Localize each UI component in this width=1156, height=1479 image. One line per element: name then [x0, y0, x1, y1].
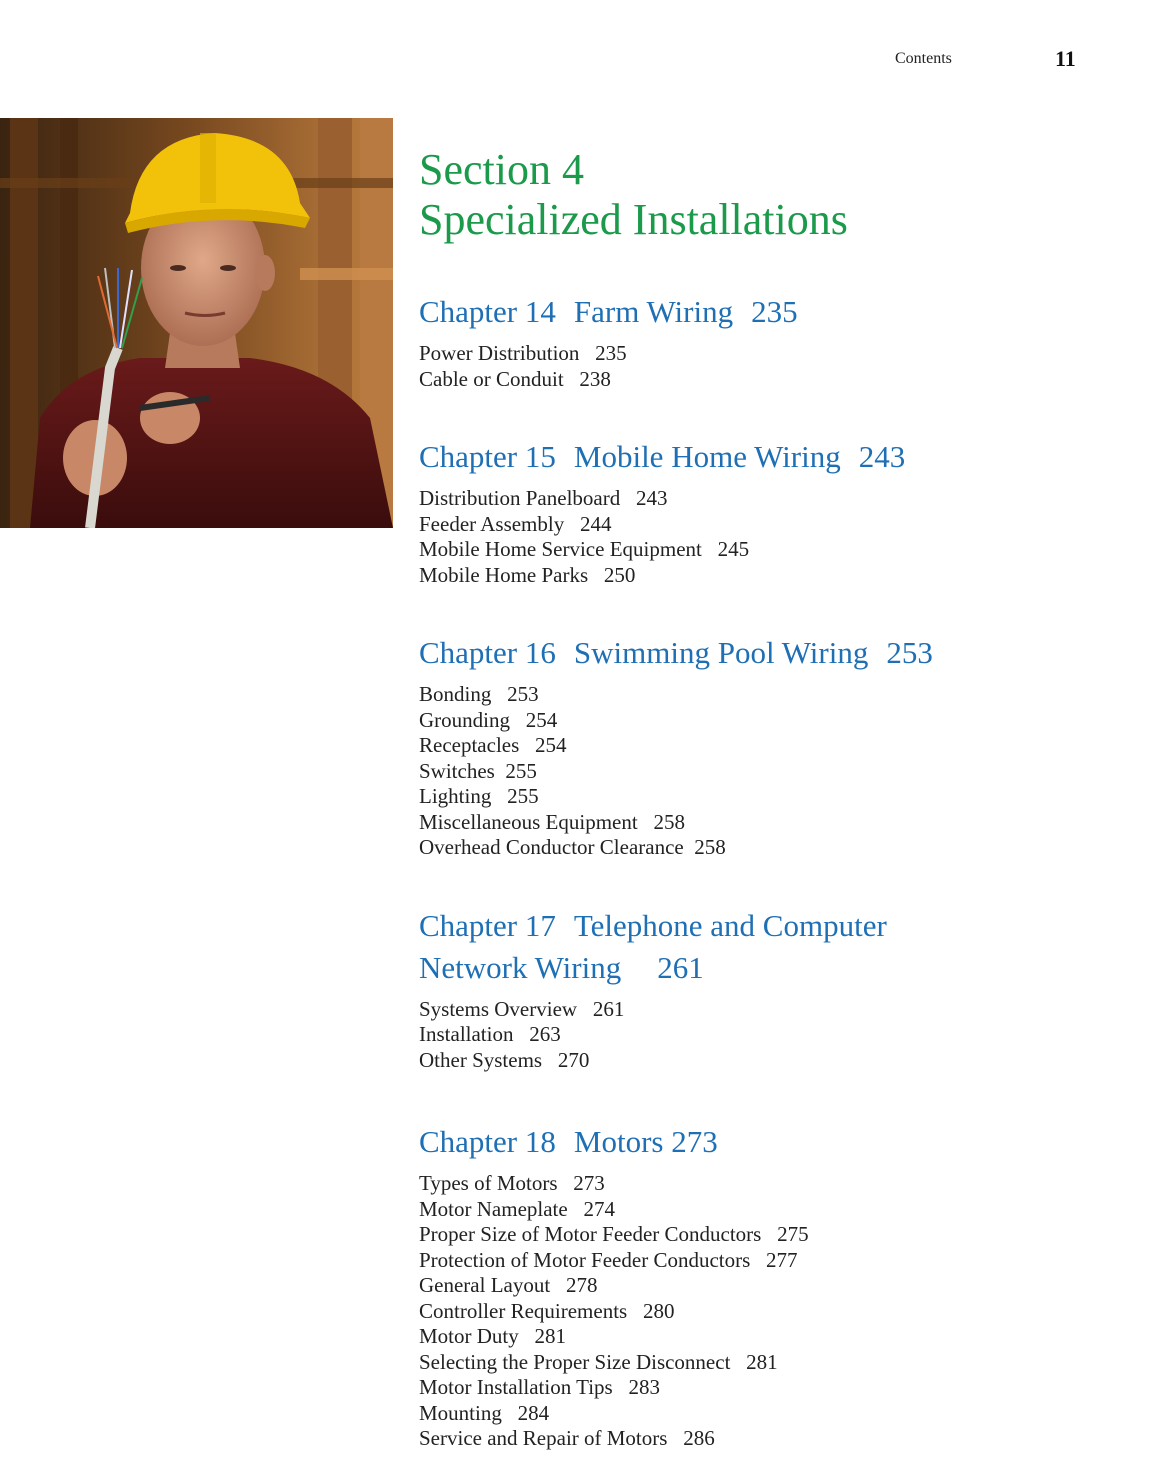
list-item[interactable]: Miscellaneous Equipment 258 [419, 809, 685, 834]
chapter-title[interactable]: Chapter 15 Mobile Home Wiring 243 [419, 439, 906, 474]
list-item[interactable]: Mobile Home Service Equipment 245 [419, 537, 750, 561]
list-item[interactable]: Mobile Home Parks 250 [419, 562, 636, 587]
chapter-title[interactable]: Chapter 14 Farm Wiring 235 [419, 294, 798, 329]
chapter-title[interactable]: Chapter 18 Motors 273 [419, 1124, 718, 1159]
list-item[interactable]: Grounding 254 [419, 707, 558, 732]
chapter-title[interactable]: Chapter 16 Swimming Pool Wiring 253 [419, 635, 933, 670]
list-item[interactable]: Mounting 284 [419, 1400, 550, 1425]
list-item[interactable]: Types of Motors 273 [419, 1171, 605, 1195]
list-item[interactable]: Systems Overview 261 [419, 996, 625, 1021]
chapter-17 [419, 905, 1119, 1074]
list-item[interactable]: Receptacles 254 [419, 733, 567, 757]
list-item[interactable]: Distribution Panelboard 243 [419, 486, 668, 510]
running-head: Contents [895, 50, 952, 67]
section-name: Specialized Installations [419, 195, 848, 244]
list-item[interactable]: Proper Size of Motor Feeder Conductors 275 [419, 1222, 809, 1246]
list-item[interactable]: Protection of Motor Feeder Conductors 277 [419, 1247, 798, 1272]
contents-column [419, 145, 1119, 1452]
list-item[interactable]: Bonding 253 [419, 682, 539, 706]
list-item[interactable]: Cable or Conduit 238 [419, 366, 611, 391]
list-item[interactable]: Controller Requirements 280 [419, 1298, 675, 1323]
chapter-title[interactable]: Chapter 17 Telephone and Computer Network Wiring 261 [419, 907, 887, 985]
list-item[interactable]: Motor Duty 281 [419, 1324, 566, 1348]
chapter-18 [419, 1121, 1119, 1452]
section-number: Section 4 [419, 145, 584, 194]
list-item[interactable]: Feeder Assembly 244 [419, 511, 612, 536]
list-item[interactable]: Service and Repair of Motors 286 [419, 1426, 715, 1450]
list-item[interactable]: Installation 263 [419, 1022, 561, 1046]
list-item[interactable]: Switches 255 [419, 758, 537, 783]
chapter-15 [419, 436, 1119, 588]
list-item[interactable]: Power Distribution 235 [419, 341, 627, 365]
list-item[interactable]: Lighting 255 [419, 784, 539, 808]
page-number: 11 [1055, 46, 1076, 71]
electrician-photo [0, 118, 393, 528]
chapter-16 [419, 632, 1119, 861]
chapter-14 [419, 291, 1119, 392]
list-item[interactable]: Selecting the Proper Size Disconnect 281 [419, 1349, 778, 1374]
list-item[interactable]: Motor Nameplate 274 [419, 1196, 615, 1221]
list-item[interactable]: Overhead Conductor Clearance 258 [419, 835, 726, 859]
section-title [419, 145, 1119, 245]
list-item[interactable]: Motor Installation Tips 283 [419, 1375, 660, 1399]
list-item[interactable]: General Layout 278 [419, 1273, 598, 1297]
list-item[interactable]: Other Systems 270 [419, 1047, 590, 1072]
